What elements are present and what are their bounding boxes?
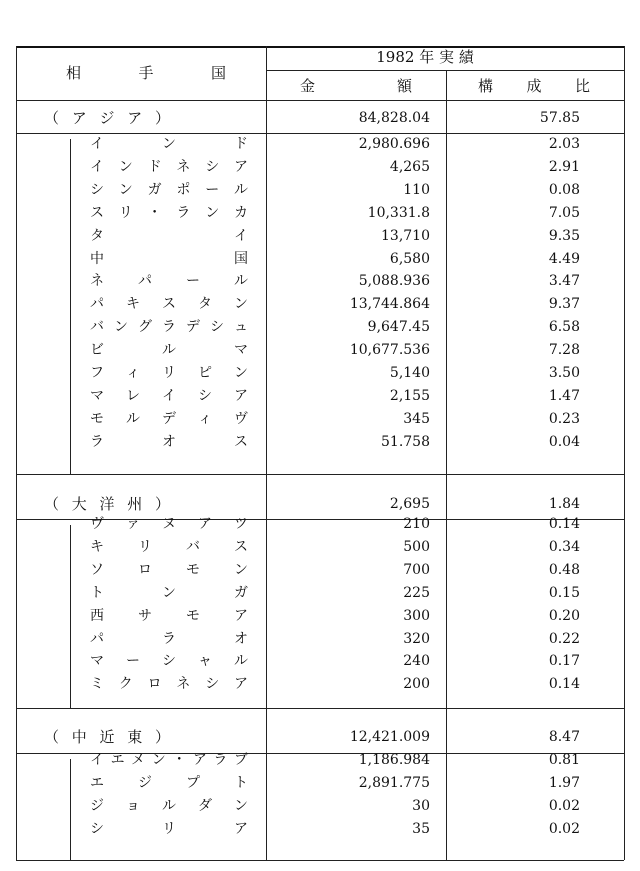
country-name-char: ー: [186, 273, 200, 290]
country-name: [90, 363, 248, 383]
country-amount: 10,331.8: [367, 204, 430, 221]
country-name-char: ル: [126, 410, 140, 427]
group-name-char: 東: [127, 728, 143, 746]
country-name-char: モ: [186, 607, 200, 624]
group-name-char: （: [44, 495, 60, 513]
group-name-char: ）: [154, 728, 170, 746]
country-name: [90, 583, 248, 603]
country-name-char: ラ: [162, 319, 176, 336]
country-ratio: 9.37: [548, 296, 580, 313]
country-name-char: ス: [90, 204, 104, 221]
group-ratio: 57.85: [539, 110, 580, 126]
country-amount: 9,647.45: [367, 319, 430, 336]
header-partner-char-3: 国: [210, 64, 226, 82]
country-name-char: マ: [90, 387, 104, 404]
group-ratio: 1.84: [548, 496, 580, 512]
country-name: [90, 432, 248, 452]
country-name-char: ク: [118, 676, 133, 693]
country-amount: 1,186.984: [358, 752, 430, 768]
country-name-char: マ: [234, 342, 248, 359]
country-amount: 210: [403, 516, 430, 532]
country-name-char: サ: [138, 607, 152, 624]
country-ratio: 0.34: [548, 538, 580, 555]
country-name-char: ロ: [138, 561, 152, 578]
country-name-char: ガ: [234, 584, 248, 601]
country-name-char: パ: [90, 296, 104, 313]
country-name-char: ア: [234, 820, 248, 837]
country-name-char: ネ: [176, 676, 191, 693]
country-name-char: 中: [90, 250, 104, 267]
country-name: [90, 560, 248, 580]
group-name-char: 洋: [99, 495, 115, 513]
country-name-char: ピ: [198, 365, 212, 381]
country-name-char: ン: [114, 319, 128, 336]
group-name: [44, 727, 170, 747]
country-ratio: 2.03: [548, 136, 580, 152]
header-subdivider: [266, 70, 624, 71]
country-name-char: ミ: [90, 676, 104, 693]
country-amount: 51.758: [381, 433, 430, 450]
country-name-char: ン: [234, 296, 248, 313]
country-ratio: 1.97: [548, 774, 580, 791]
country-name-char: ン: [162, 584, 176, 601]
country-name-char: ャ: [198, 653, 212, 670]
country-ratio: 3.50: [548, 365, 580, 381]
country-name: [90, 606, 248, 626]
country-amount: 10,677.536: [349, 342, 430, 359]
country-name-char: ラ: [213, 752, 228, 768]
country-amount: 110: [403, 181, 430, 198]
group-name-char: （: [44, 109, 60, 127]
group-name-char: ア: [71, 109, 87, 127]
country-name: [90, 203, 248, 223]
country-name-char: ー: [205, 181, 220, 198]
country-name-char: ョ: [126, 797, 140, 814]
country-name: [90, 514, 248, 534]
country-name-char: 国: [234, 250, 248, 267]
country-name-char: オ: [234, 630, 248, 647]
country-name-char: リ: [162, 365, 176, 381]
country-name-char: ス: [162, 296, 176, 313]
country-ratio: 0.22: [548, 630, 580, 647]
country-name-char: エ: [90, 774, 104, 791]
header-ratio-char-3: 比: [574, 77, 590, 95]
country-amount: 35: [412, 820, 430, 837]
group-name-char: 州: [127, 495, 143, 513]
country-name-char: キ: [90, 538, 104, 555]
country-name-char: ラ: [90, 433, 104, 450]
header-partner-char-1: 相: [66, 64, 82, 82]
country-name-char: ラ: [176, 204, 191, 221]
country-name-char: ス: [234, 433, 248, 450]
country-name-char: ド: [234, 136, 248, 152]
country-name-char: ン: [205, 204, 220, 221]
header-amount-char-2: 額: [396, 77, 412, 95]
country-amount: 700: [403, 561, 430, 578]
country-name-char: シ: [205, 158, 220, 175]
country-ratio: 3.47: [548, 273, 580, 290]
country-name: [90, 157, 248, 177]
header-partner-char-2: 手: [138, 64, 154, 82]
country-name: [90, 134, 248, 154]
country-ratio: 0.23: [548, 410, 580, 427]
country-name-char: ン: [234, 365, 248, 381]
country-name-char: シ: [210, 319, 224, 336]
header-ratio-char-1: 構: [478, 77, 494, 95]
country-name-char: ァ: [126, 516, 140, 532]
country-name: [90, 226, 248, 246]
header-ratio: [478, 76, 590, 96]
country-name-char: イ: [90, 136, 104, 152]
country-name-char: ン: [151, 752, 166, 768]
country-name-char: リ: [138, 538, 152, 555]
country-name-char: エ: [110, 752, 125, 768]
country-name-char: タ: [90, 227, 104, 244]
country-name-char: デ: [186, 319, 200, 336]
country-amount: 225: [403, 584, 430, 601]
country-name-char: パ: [90, 630, 104, 647]
country-name-char: イ: [90, 752, 104, 768]
header-amount: [300, 76, 412, 96]
table-vertical-rule: [446, 70, 447, 860]
country-name: [90, 629, 248, 649]
country-ratio: 7.28: [548, 342, 580, 359]
country-name-char: ル: [162, 342, 176, 359]
country-name-char: オ: [162, 433, 176, 450]
country-name-char: ア: [198, 516, 212, 532]
country-name-char: ラ: [162, 630, 176, 647]
country-name-char: ヴ: [234, 410, 248, 427]
country-ratio: 9.35: [548, 227, 580, 244]
country-name-char: イ: [90, 158, 104, 175]
country-ratio: 0.81: [548, 752, 580, 768]
country-name: [90, 271, 248, 291]
country-name: [90, 773, 248, 793]
country-name: [90, 180, 248, 200]
country-amount: 240: [403, 653, 430, 670]
group-amount: 84,828.04: [358, 110, 430, 126]
country-name-char: ド: [147, 158, 162, 175]
country-amount: 6,580: [389, 250, 430, 267]
country-amount: 320: [403, 630, 430, 647]
country-amount: 5,088.936: [358, 273, 430, 290]
country-amount: 2,155: [389, 387, 430, 404]
country-name: [90, 537, 248, 557]
country-name-char: ス: [234, 538, 248, 555]
country-name-char: シ: [90, 181, 104, 198]
country-name-char: シ: [90, 820, 104, 837]
country-name-char: ィ: [126, 365, 140, 381]
country-name-char: ア: [233, 158, 248, 175]
group-amount: 12,421.009: [349, 729, 430, 745]
country-ratio: 0.48: [548, 561, 580, 578]
country-name-char: ト: [90, 584, 104, 601]
country-amount: 500: [403, 538, 430, 555]
country-name-char: ュ: [234, 319, 248, 336]
country-name: [90, 386, 248, 406]
country-name-char: ン: [162, 136, 176, 152]
table-vertical-rule: [266, 46, 267, 860]
group-amount: 2,695: [389, 496, 430, 512]
group-bottom-rule: [16, 860, 624, 861]
country-name: [90, 750, 248, 770]
country-ratio: 1.47: [548, 387, 580, 404]
country-name-char: バ: [90, 319, 104, 336]
country-name-char: タ: [198, 296, 212, 313]
country-name-char: パ: [138, 273, 152, 290]
country-name-char: シ: [205, 676, 220, 693]
country-name-char: ・: [147, 204, 162, 221]
country-name-char: ル: [233, 181, 248, 198]
country-name-char: ル: [234, 273, 248, 290]
group-bottom-rule: [16, 708, 624, 709]
group-name: [44, 108, 170, 128]
country-amount: 2,980.696: [358, 136, 430, 152]
country-name-char: カ: [233, 204, 248, 221]
country-name: [90, 819, 248, 839]
header-partner-country: [66, 63, 226, 83]
country-name-char: モ: [90, 410, 104, 427]
country-ratio: 0.14: [548, 676, 580, 693]
country-name-char: 西: [90, 607, 104, 624]
country-name-char: バ: [186, 538, 200, 555]
country-name-char: ブ: [233, 752, 248, 768]
group-name-char: ）: [154, 495, 170, 513]
country-ratio: 0.20: [548, 607, 580, 624]
country-name-char: ン: [234, 797, 248, 814]
country-name-char: ジ: [90, 797, 104, 814]
country-name-char: ダ: [198, 797, 212, 814]
country-name-char: グ: [138, 319, 152, 336]
country-amount: 300: [403, 607, 430, 624]
country-amount: 5,140: [389, 365, 430, 381]
group-bottom-rule: [16, 474, 624, 475]
table-vertical-rule: [16, 46, 17, 860]
country-ratio: 0.17: [548, 653, 580, 670]
country-name-char: リ: [118, 204, 133, 221]
country-amount: 345: [403, 410, 430, 427]
country-name-char: シ: [198, 387, 212, 404]
group-name-char: 中: [71, 728, 87, 746]
country-name: [90, 674, 248, 694]
group-name-char: ア: [127, 109, 143, 127]
country-ratio: 4.49: [548, 250, 580, 267]
country-name-char: ツ: [234, 516, 248, 532]
country-name: [90, 294, 248, 314]
country-ratio: 0.15: [548, 584, 580, 601]
country-name-char: マ: [90, 653, 104, 670]
country-amount: 200: [403, 676, 430, 693]
country-name-char: ル: [234, 653, 248, 670]
header-ratio-char-2: 成: [526, 77, 542, 95]
table-vertical-rule: [624, 46, 625, 860]
country-name-char: イ: [234, 227, 248, 244]
country-amount: 4,265: [389, 158, 430, 175]
country-name-char: ロ: [147, 676, 162, 693]
country-name-char: イ: [162, 387, 176, 404]
country-name-char: レ: [126, 387, 140, 404]
country-name: [90, 340, 248, 360]
group-inner-rule: [70, 759, 71, 860]
country-name-char: モ: [186, 561, 200, 578]
country-name-char: ア: [234, 607, 248, 624]
country-name-char: リ: [162, 820, 176, 837]
country-name-char: ポ: [176, 181, 191, 198]
country-name-char: ネ: [176, 158, 191, 175]
country-name: [90, 651, 248, 671]
country-name-char: ィ: [198, 410, 212, 427]
country-name-char: デ: [162, 410, 176, 427]
country-ratio: 0.08: [548, 181, 580, 198]
country-name-char: フ: [90, 365, 104, 381]
country-name-char: ア: [234, 387, 248, 404]
group-name-char: ）: [154, 109, 170, 127]
country-name: [90, 249, 248, 269]
country-ratio: 6.58: [548, 319, 580, 336]
header-year-title: 1982 年 実 績: [376, 48, 474, 66]
country-name-char: ア: [233, 676, 248, 693]
group-inner-rule: [70, 139, 71, 474]
country-name-char: ト: [234, 774, 248, 791]
group-name-char: 近: [99, 728, 115, 746]
country-name-char: メ: [131, 752, 146, 768]
country-name-char: ア: [192, 752, 207, 768]
country-name: [90, 409, 248, 429]
country-name-char: キ: [126, 296, 140, 313]
country-amount: 13,744.864: [349, 296, 430, 313]
country-ratio: 0.14: [548, 516, 580, 532]
country-name-char: ビ: [90, 342, 104, 359]
country-name-char: ガ: [147, 181, 162, 198]
country-name-char: ン: [234, 561, 248, 578]
country-name-char: ジ: [138, 774, 152, 791]
header-amount-char-1: 金: [300, 77, 316, 95]
country-name-char: ヴ: [90, 516, 104, 532]
group-inner-rule: [70, 525, 71, 708]
country-name-char: ー: [126, 653, 140, 670]
country-name-char: ネ: [90, 273, 104, 290]
country-name-char: ン: [118, 181, 133, 198]
group-name-char: 大: [71, 495, 87, 513]
country-amount: 30: [412, 797, 430, 814]
country-ratio: 7.05: [548, 204, 580, 221]
country-name-char: ル: [162, 797, 176, 814]
country-ratio: 0.02: [548, 820, 580, 837]
country-name-char: プ: [186, 774, 200, 791]
group-ratio: 8.47: [548, 729, 580, 745]
country-name-char: ・: [172, 752, 187, 768]
group-name-char: ジ: [99, 109, 115, 127]
country-amount: 2,891.775: [358, 774, 430, 791]
country-name-char: ン: [118, 158, 133, 175]
country-ratio: 0.02: [548, 797, 580, 814]
country-ratio: 2.91: [548, 158, 580, 175]
country-name: [90, 796, 248, 816]
country-name: [90, 317, 248, 337]
country-name-char: ソ: [90, 561, 104, 578]
group-name: [44, 494, 170, 514]
group-name-char: （: [44, 728, 60, 746]
country-name-char: ヌ: [162, 516, 176, 532]
country-name-char: シ: [162, 653, 176, 670]
country-amount: 13,710: [381, 227, 430, 244]
country-ratio: 0.04: [548, 433, 580, 450]
header-bottom-border: [16, 100, 624, 101]
